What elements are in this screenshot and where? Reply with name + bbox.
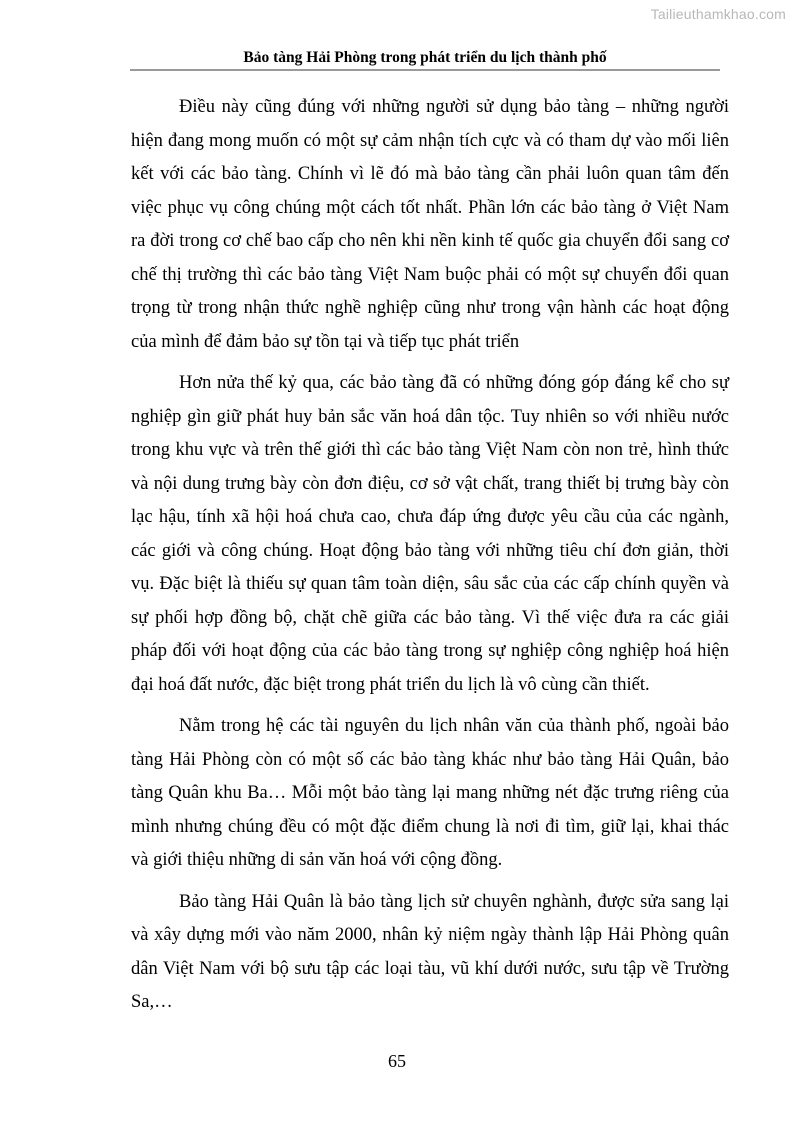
- paragraph: Hơn nửa thế kỷ qua, các bảo tàng đã có những đóng góp đáng kể cho sự nghiệp gìn giữ phát huy bản sắc văn hoá dân tộc. Tuy nhiên so với nhiều nước trong khu vực và trên thế giới thì các bảo tàng Việt Nam còn non trẻ, hình thức và nội dung trưng bày còn đơn điệu, cơ sở vật chất, trang thiết bị trưng bày còn lạc hậu, tính xã hội hoá chưa cao, chưa đáp ứng được yêu cầu của các ngành, các giới và công chúng. Hoạt động bảo tàng với những tiêu chí đơn giản, thời vụ. Đặc biệt là thiếu sự quan tâm toàn diện, sâu sắc của các cấp chính quyền và sự phối hợp đồng bộ, chặt chẽ giữa các bảo tàng. Vì thế việc đưa ra các giải pháp đối với hoạt động của các bảo tàng trong sự nghiệp công nghiệp hoá hiện đại hoá đất nước, đặc biệt trong phát triển du lịch là vô cùng cần thiết.: [131, 373, 729, 695]
- paragraph: Nằm trong hệ các tài nguyên du lịch nhân văn của thành phố, ngoài bảo tàng Hải Phòng còn có một số các bảo tàng khác như bảo tàng Hải Quân, bảo tàng Quân khu Ba… Mỗi một bảo tàng lại mang những nét đặc trưng riêng của mình nhưng chúng đều có một đặc điểm chung là nơi đi tìm, giữ lại, khai thác và giới thiệu những di sản văn hoá với cộng đồng.: [131, 716, 729, 870]
- watermark: Tailieuthamkhao.com: [650, 6, 786, 22]
- paragraph: Bảo tàng Hải Quân là bảo tàng lịch sử chuyên nghành, được sửa sang lại và xây dựng mới vào năm 2000, nhân kỷ niệm ngày thành lập Hải Phòng quân dân Việt Nam với bộ sưu tập các loại tàu, vũ khí dưới nước, sưu tập về Trường Sa,…: [131, 891, 729, 1012]
- header-divider: [130, 69, 720, 71]
- running-header: Bảo tàng Hải Phòng trong phát triển du lịch thành phố: [243, 49, 607, 66]
- page-number: 65: [388, 1051, 406, 1071]
- paragraph: Điều này cũng đúng với những người sử dụng bảo tàng – những người hiện đang mong muốn có một sự cảm nhận tích cực và có tham dự vào mối liên kết với các bảo tàng. Chính vì lẽ đó mà bảo tàng cần phải luôn quan tâm đến việc phục vụ công chúng một cách tốt nhất. Phần lớn các bảo tàng ở Việt Nam ra đời trong cơ chế bao cấp cho nên khi nền kinh tế quốc gia chuyển đổi sang cơ chế thị trường thì các bảo tàng Việt Nam buộc phải có một sự chuyển đổi quan trọng từ trong nhận thức nghề nghiệp cũng như trong vận hành các hoạt động của mình để đảm bảo sự tồn tại và tiếp tục phát triển: [131, 97, 729, 352]
- body-text: [131, 91, 729, 1028]
